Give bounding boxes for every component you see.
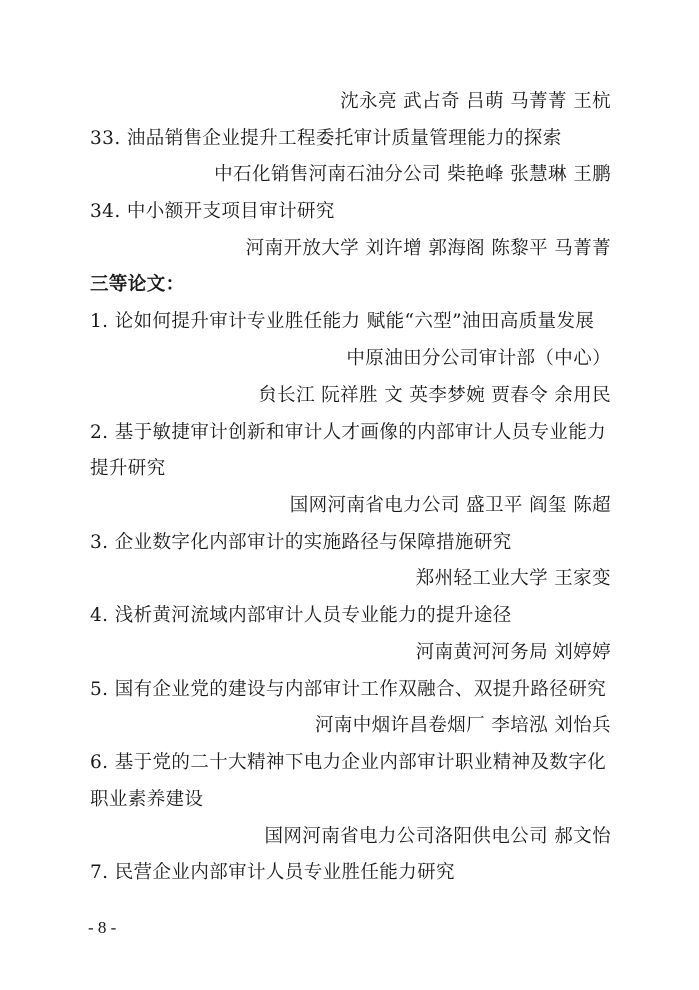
paper-title-1: 1. 论如何提升审计专业胜任能力 赋能“六型”油田高质量发展 [90,311,595,332]
paper-title-6: 6. 基于党的二十大精神下电力企业内部审计职业精神及数字化 [90,752,607,773]
paper-title-2-continued: 提升研究 [90,458,166,479]
paper-title-34: 34. 中小额开支项目审计研究 [90,201,335,222]
section-heading: 三等论文： [90,274,185,295]
affiliation-authors-line: 国网河南省电力公司 盛卫平 阎玺 陈超 [289,495,611,516]
paper-title-6-continued: 职业素养建设 [90,789,204,810]
paper-title-2: 2. 基于敏捷审计创新和审计人才画像的内部审计人员专业能力 [90,422,607,443]
affiliation-authors-line: 郑州轻工业大学 王家变 [415,568,611,589]
paper-title-5: 5. 国有企业党的建设与内部审计工作双融合、双提升路径研究 [90,679,607,700]
affiliation-authors-line: 河南开放大学 刘许增 郭海阁 陈黎平 马菁菁 [245,238,611,259]
affiliation-authors-line: 河南黄河河务局 刘婷婷 [415,642,611,663]
paper-title-4: 4. 浅析黄河流域内部审计人员专业能力的提升途径 [90,605,512,626]
paper-title-3: 3. 企业数字化内部审计的实施路径与保障措施研究 [90,532,512,553]
affiliation-authors-line: 河南中烟许昌卷烟厂 李培泓 刘怡兵 [314,715,611,736]
authors-line: 贠长江 阮祥胜 文 英李梦婉 贾春令 余用民 [258,385,611,406]
paper-title-33: 33. 油品销售企业提升工程委托审计质量管理能力的探索 [90,128,562,149]
affiliation-line: 中原油田分公司审计部（中心） [346,348,611,369]
page-number: - 8 - [88,918,117,937]
paper-title-7: 7. 民营企业内部审计人员专业胜任能力研究 [90,862,455,883]
authors-line: 沈永亮 武占奇 吕萌 马菁菁 王杭 [340,91,611,112]
affiliation-authors-line: 国网河南省电力公司洛阳供电公司 郝文怡 [264,826,611,847]
affiliation-authors-line: 中石化销售河南石油分公司 柴艳峰 张慧琳 王鹏 [214,164,611,185]
